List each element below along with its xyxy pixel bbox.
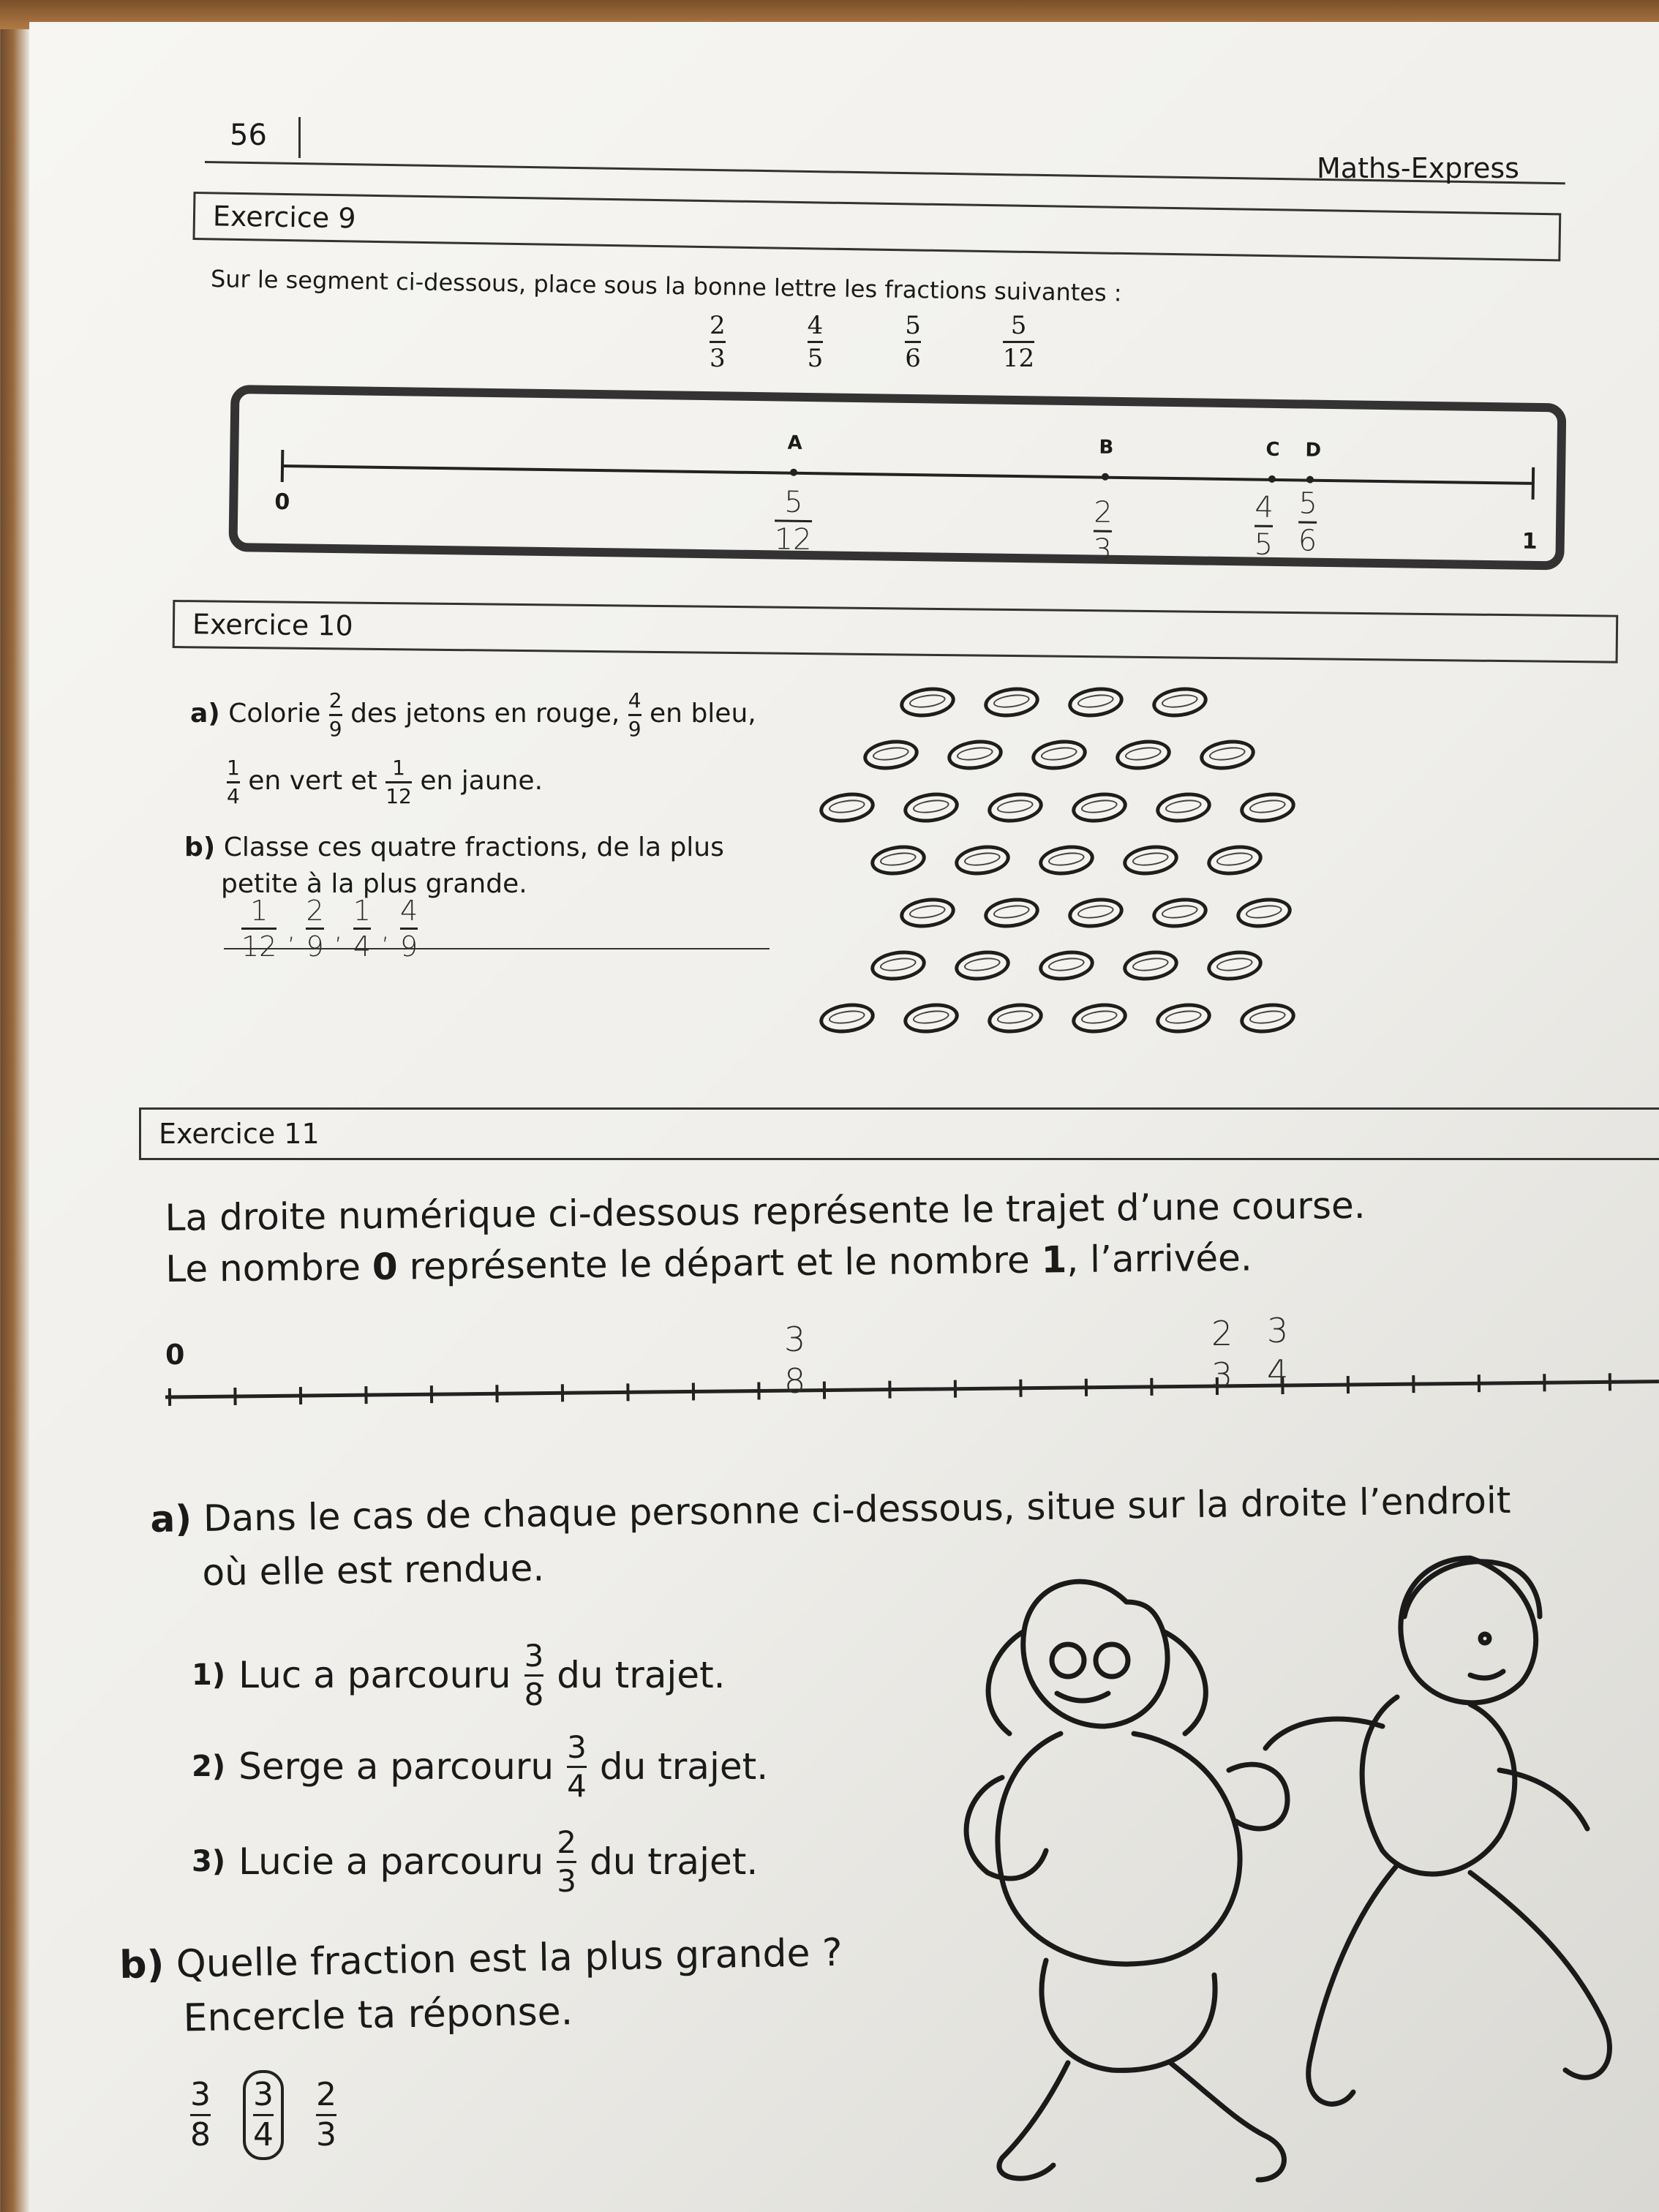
token-chip — [869, 842, 928, 879]
token-chip — [1030, 737, 1089, 773]
token-chip — [1154, 1000, 1214, 1037]
fraction-2-3: $\frac{2}{3}$ — [710, 311, 726, 373]
mark-3-8: 3 8 — [784, 1320, 806, 1401]
fraction-5-12: $\frac{5}{12}$ — [1002, 311, 1035, 373]
token-chip — [869, 947, 928, 984]
fraction-3-4: $\frac{3}{4}$ — [567, 1728, 587, 1804]
token-chip — [982, 895, 1042, 931]
answer-d-5-6: 5 6 — [1298, 486, 1318, 558]
part-b-label: b) — [184, 832, 216, 862]
token-chip — [1154, 789, 1214, 826]
item-serge: 2) Serge a parcouru $\frac{3}{4}$ du trajet. — [192, 1728, 769, 1804]
mark-2-3: 2 3 — [1211, 1314, 1233, 1395]
boy-leg-front — [1470, 1873, 1609, 2077]
number-line-start: 0 — [165, 1339, 185, 1371]
boy-head — [1401, 1558, 1536, 1703]
boy-torso — [1362, 1697, 1515, 1874]
part-a-label: a) — [190, 699, 220, 729]
fraction-3-8: $\frac{3}{8}$ — [524, 1637, 544, 1712]
girl-leg-left — [999, 2063, 1068, 2178]
choice-3-4-circled: $\frac{3}{4}$ — [243, 2070, 284, 2160]
answer-choices — [190, 2070, 336, 2160]
token-grid — [790, 658, 1346, 1053]
ex11-part-b-label: b) — [118, 1942, 165, 1988]
answer-a-5-12: 5 12 — [774, 485, 812, 557]
segment-end-tick — [1532, 467, 1535, 500]
page-number: 56 — [230, 118, 267, 152]
token-chip — [1114, 737, 1173, 773]
token-chip — [898, 684, 958, 721]
choice-2-3: $\frac{2}{3}$ — [316, 2076, 336, 2153]
token-chip — [898, 895, 958, 931]
header-divider — [298, 117, 301, 158]
segment-end-label: 1 — [1521, 528, 1538, 554]
token-chip — [818, 1000, 877, 1037]
exercise-9-header — [192, 192, 1561, 261]
girl-glasses-right — [1096, 1644, 1128, 1677]
token-chip — [902, 1000, 961, 1037]
order-4-9: $\frac{4}{9}$ — [400, 895, 418, 963]
order-2-9: $\frac{2}{9}$ — [306, 895, 324, 963]
fraction-1-4: $\frac{1}{4}$ — [227, 755, 240, 808]
token-chip — [946, 737, 1005, 773]
token-chip — [902, 789, 961, 826]
token-chip — [1205, 842, 1265, 879]
order-1-4: $\frac{1}{4}$ — [353, 895, 371, 963]
token-chip — [953, 947, 1012, 984]
point-c-label: C — [1265, 438, 1280, 462]
exercise-10-header — [173, 600, 1619, 663]
answer-b-2-3: 2 3 — [1093, 495, 1113, 567]
segment-frame — [228, 385, 1566, 570]
girl-fist — [1229, 1764, 1287, 1829]
exercise-11-intro: La droite numérique ci-dessous représente le trajet d’une course. Le nombre 0 représente le départ et le nombre 1, l’arrivée. — [165, 1184, 1366, 1290]
point-b-label: B — [1099, 436, 1114, 459]
token-chip — [1037, 842, 1096, 879]
token-chip — [1066, 895, 1126, 931]
point-c-dot — [1268, 475, 1276, 483]
token-chip — [862, 737, 921, 773]
item-luc: 1) Luc a parcouru $\frac{3}{8}$ du trajet. — [192, 1637, 726, 1712]
order-1-12: $\frac{1}{12}$ — [241, 895, 277, 963]
exercise-10-part-a: a) Colorie $\frac{2}{9}$ des jetons en rouge, $\frac{4}{9}$ en bleu, $\frac{1}{4}$ en vert et $\frac{1}{12}$ en jaune. — [190, 688, 756, 808]
token-chip — [1205, 947, 1265, 984]
workbook-page — [29, 22, 1659, 2212]
ex11-part-a-label: a) — [150, 1497, 192, 1541]
segment-start-tick — [281, 450, 285, 482]
exercise-11-part-a: a) Dans le cas de chaque personne ci-dessous, situe sur la droite l’endroit où elle est rendue. — [150, 1479, 1511, 1595]
token-chip — [1235, 895, 1294, 931]
exercise-10-title: Exercice 10 — [192, 608, 353, 642]
point-a-dot — [790, 469, 797, 476]
fraction-2-3: $\frac{2}{3}$ — [557, 1824, 576, 1899]
number-line-svg — [165, 1339, 1659, 1426]
number-line-ticks — [170, 1373, 1610, 1406]
mark-3-4: 3 4 — [1267, 1311, 1289, 1392]
exercise-9-title: Exercice 9 — [212, 200, 356, 235]
fraction-4-5: $\frac{4}{5}$ — [807, 311, 824, 373]
exercise-11-header — [139, 1107, 1659, 1160]
token-chip — [1151, 684, 1210, 721]
girl-leg-right — [1170, 2063, 1284, 2180]
token-chip — [1238, 789, 1298, 826]
exercise-9-instruction: Sur le segment ci-dessous, place sous la bonne lettre les fractions suivantes : — [210, 265, 1122, 307]
ordering-answer: $\frac{1}{12}$ , $\frac{2}{9}$ , $\frac{1}{4}$ , $\frac{4}{9}$ — [241, 895, 418, 963]
segment-start-label: 0 — [274, 489, 290, 516]
number-line — [165, 1311, 1659, 1426]
token-chip — [818, 789, 877, 826]
girl-skirt — [1042, 1960, 1215, 2070]
token-chip — [986, 1000, 1045, 1037]
girl-torso — [998, 1734, 1240, 1964]
token-chip — [1070, 789, 1129, 826]
token-chip — [986, 789, 1045, 826]
book-title: Maths-Express — [1317, 152, 1519, 184]
token-chip — [1037, 947, 1096, 984]
token-chip — [953, 842, 1012, 879]
answer-c-4-5: 4 5 — [1254, 490, 1274, 562]
fraction-1-12: $\frac{1}{12}$ — [385, 755, 412, 808]
girl-glasses-left — [1052, 1644, 1084, 1677]
fraction-4-9: $\frac{4}{9}$ — [628, 688, 642, 741]
token-chip — [982, 684, 1042, 721]
exercise-11-part-b: b) Quelle fraction est la plus grande ? Encercle ta réponse. — [118, 1930, 843, 2041]
exercise-11-items — [192, 1631, 768, 1909]
token-chip — [1121, 842, 1181, 879]
exercise-11-title: Exercice 11 — [159, 1118, 320, 1150]
exercise-9-fraction-list — [710, 313, 1034, 371]
token-chip — [1070, 1000, 1129, 1037]
boy-leg-back — [1309, 1865, 1397, 2104]
running-children-illustration — [944, 1536, 1659, 2209]
fraction-2-9: $\frac{2}{9}$ — [328, 688, 342, 741]
choice-3-8: $\frac{3}{8}$ — [190, 2076, 211, 2153]
segment-line — [282, 464, 1533, 485]
point-d-dot — [1306, 476, 1314, 484]
point-b-dot — [1102, 473, 1109, 481]
point-a-label: A — [787, 432, 802, 454]
number-line-axis — [165, 1382, 1659, 1397]
token-chip — [1121, 947, 1181, 984]
token-chip — [1066, 684, 1126, 721]
token-chip — [1238, 1000, 1298, 1037]
token-chip — [1198, 737, 1257, 773]
point-d-label: D — [1305, 439, 1322, 462]
fraction-5-6: $\frac{5}{6}$ — [905, 311, 921, 373]
item-lucie: 3) Lucie a parcouru $\frac{2}{3}$ du trajet. — [192, 1824, 759, 1899]
exercise-10-part-b: b) Classe ces quatre fractions, de la plus petite à la plus grande. — [184, 832, 724, 899]
token-chip — [1151, 895, 1210, 931]
